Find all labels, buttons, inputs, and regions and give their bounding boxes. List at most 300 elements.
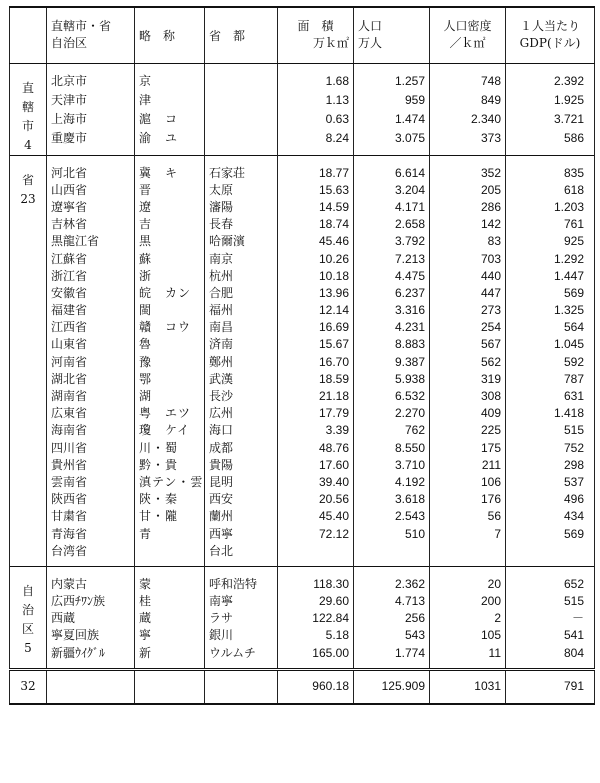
density-value: 567: [430, 336, 506, 353]
table-row: [10, 388, 595, 405]
region-name: 安徽省: [47, 285, 135, 302]
spacer-cell: [278, 63, 354, 73]
gdp-value: 1.203: [506, 199, 595, 216]
population-value: 8.550: [354, 440, 430, 457]
capital-city: 杭州: [205, 268, 278, 285]
population-value: 4.171: [354, 199, 430, 216]
population-value: 3.710: [354, 457, 430, 474]
area-value: 14.59: [278, 199, 354, 216]
density-value: 849: [430, 91, 506, 110]
population-value: 9.387: [354, 354, 430, 371]
table-row: [10, 182, 595, 199]
abbreviation: 渝 ユ: [135, 129, 205, 148]
capital-city: [205, 129, 278, 148]
spacer-cell: [135, 662, 205, 670]
header-area-line2: 万ｋ㎡: [312, 36, 349, 51]
abbreviation: 蔵: [135, 610, 205, 627]
spacer-cell: [205, 155, 278, 165]
density-value: 7: [430, 525, 506, 542]
population-value: 2.658: [354, 216, 430, 233]
density-value: 352: [430, 165, 506, 182]
population-value: 3.316: [354, 302, 430, 319]
region-name: 広東省: [47, 405, 135, 422]
table-row: [10, 627, 595, 644]
density-value: 2.340: [430, 110, 506, 129]
table-body: [10, 63, 595, 704]
table-row: [10, 371, 595, 388]
table-row: [10, 354, 595, 371]
population-value: 4.192: [354, 474, 430, 491]
density-value: 447: [430, 285, 506, 302]
region-name: 江蘇省: [47, 250, 135, 267]
abbreviation: 黒: [135, 233, 205, 250]
area-value: 10.26: [278, 250, 354, 267]
gdp-value: 3.721: [506, 110, 595, 129]
abbreviation: 滬 コ: [135, 110, 205, 129]
spacer-cell: [135, 63, 205, 73]
spacer-cell: [506, 566, 595, 576]
area-value: 1.68: [278, 73, 354, 92]
area-value: 18.59: [278, 371, 354, 388]
spacer-cell: [278, 148, 354, 155]
capital-city: [205, 91, 278, 110]
region-name: 重慶市: [47, 129, 135, 148]
capital-city: 海口: [205, 422, 278, 439]
capital-city: ウルムチ: [205, 645, 278, 662]
area-value: 13.96: [278, 285, 354, 302]
header-gdp: [506, 7, 595, 63]
population-value: 8.883: [354, 336, 430, 353]
region-name: 黒龍江省: [47, 233, 135, 250]
gdp-value: 496: [506, 491, 595, 508]
gdp-value: 835: [506, 165, 595, 182]
abbreviation: 魯: [135, 336, 205, 353]
spacer-cell: [47, 662, 135, 670]
table-row: [10, 216, 595, 233]
capital-city: 合肥: [205, 285, 278, 302]
group-label-char: 区: [21, 621, 34, 636]
table-row: [10, 302, 595, 319]
gdp-value: 541: [506, 627, 595, 644]
gdp-value: 515: [506, 422, 595, 439]
gdp-value: 2.392: [506, 73, 595, 92]
capital-city: 南昌: [205, 319, 278, 336]
region-name: 海南省: [47, 422, 135, 439]
total-row: [10, 669, 595, 704]
density-value: 176: [430, 491, 506, 508]
region-name: 青海省: [47, 525, 135, 542]
area-value: 20.56: [278, 491, 354, 508]
abbreviation: 吉: [135, 216, 205, 233]
capital-city: 長沙: [205, 388, 278, 405]
gdp-value: 592: [506, 354, 595, 371]
abbreviation: 蘇: [135, 250, 205, 267]
total-count: 32: [10, 669, 47, 704]
spacer-cell: [430, 662, 506, 670]
abbreviation: 陝・秦: [135, 491, 205, 508]
spacer-cell: [205, 566, 278, 576]
abbreviation: 滇テン・雲: [135, 474, 205, 491]
density-value: 703: [430, 250, 506, 267]
population-value: 5.938: [354, 371, 430, 388]
region-name: 貴州省: [47, 457, 135, 474]
region-name: 天津市: [47, 91, 135, 110]
abbreviation: 贛 コウ: [135, 319, 205, 336]
total-area: 960.18: [278, 669, 354, 704]
table-row: [10, 110, 595, 129]
header-group-cell: [10, 7, 47, 63]
table-row: [10, 268, 595, 285]
gdp-value: 1.925: [506, 91, 595, 110]
table-row: [10, 165, 595, 182]
section-spacer-row: [10, 155, 595, 165]
spacer-cell: [47, 155, 135, 165]
table-row: [10, 543, 595, 560]
table-row: [10, 576, 595, 593]
population-value: 6.237: [354, 285, 430, 302]
population-value: 6.614: [354, 165, 430, 182]
region-name: 陝西省: [47, 491, 135, 508]
abbreviation: 粤 エツ: [135, 405, 205, 422]
table-row: [10, 199, 595, 216]
area-value: 10.18: [278, 268, 354, 285]
population-value: 4.475: [354, 268, 430, 285]
spacer-cell: [430, 155, 506, 165]
abbreviation: 寧: [135, 627, 205, 644]
capital-city: 銀川: [205, 627, 278, 644]
group-label-char: 轄: [21, 99, 34, 114]
population-value: 3.075: [354, 129, 430, 148]
header-population: [354, 7, 430, 63]
table-row: [10, 474, 595, 491]
capital-city: [205, 73, 278, 92]
gdp-value: 652: [506, 576, 595, 593]
density-value: 205: [430, 182, 506, 199]
spacer-cell: [506, 63, 595, 73]
region-name: 寧夏回族: [47, 627, 135, 644]
capital-city: 蘭州: [205, 508, 278, 525]
header-gdp-line2: GDP(ドル): [519, 36, 581, 51]
area-value: 48.76: [278, 440, 354, 457]
area-value: 12.14: [278, 302, 354, 319]
abbreviation: 新: [135, 645, 205, 662]
gdp-value: 1.325: [506, 302, 595, 319]
group-label-cell: [10, 576, 47, 669]
spacer-cell: [205, 662, 278, 670]
header-region: [47, 7, 135, 63]
gdp-value: 564: [506, 319, 595, 336]
spacer-cell: [278, 566, 354, 576]
density-value: 440: [430, 268, 506, 285]
region-name: 福建省: [47, 302, 135, 319]
spacer-cell: [135, 155, 205, 165]
capital-city: 済南: [205, 336, 278, 353]
table-row: [10, 319, 595, 336]
gdp-value: [506, 543, 595, 560]
abbreviation: 桂: [135, 593, 205, 610]
spacer-cell: [10, 63, 47, 73]
capital-city: 武漢: [205, 371, 278, 388]
gdp-value: 569: [506, 285, 595, 302]
group-label-cell: [10, 73, 47, 156]
gdp-value: 752: [506, 440, 595, 457]
capital-city: 成都: [205, 440, 278, 457]
capital-city: 西寧: [205, 525, 278, 542]
abbreviation: [135, 543, 205, 560]
density-value: 2: [430, 610, 506, 627]
header-gdp-line1: １人当たり: [519, 19, 580, 34]
capital-city: 南京: [205, 250, 278, 267]
gdp-value: 631: [506, 388, 595, 405]
area-value: 16.69: [278, 319, 354, 336]
table-row: [10, 440, 595, 457]
spacer-cell: [10, 566, 47, 576]
table-row: [10, 593, 595, 610]
gdp-value: 925: [506, 233, 595, 250]
abbreviation: 黔・貴: [135, 457, 205, 474]
population-value: 6.532: [354, 388, 430, 405]
group-label-char: 直: [21, 80, 34, 95]
table-row: [10, 645, 595, 662]
capital-city: 西安: [205, 491, 278, 508]
gdp-value: 1.447: [506, 268, 595, 285]
capital-city: 太原: [205, 182, 278, 199]
density-value: 286: [430, 199, 506, 216]
capital-city: 昆明: [205, 474, 278, 491]
table-row: [10, 405, 595, 422]
region-name: 四川省: [47, 440, 135, 457]
abbreviation: 川・蜀: [135, 440, 205, 457]
gdp-value: 537: [506, 474, 595, 491]
gdp-value: 434: [506, 508, 595, 525]
header-region-line1: 直轄市・省: [51, 19, 112, 34]
density-value: 11: [430, 645, 506, 662]
table-row: [10, 525, 595, 542]
population-value: 510: [354, 525, 430, 542]
abbreviation: 遼: [135, 199, 205, 216]
region-name: 河南省: [47, 354, 135, 371]
group-label-char: 自: [21, 583, 34, 598]
area-value: 165.00: [278, 645, 354, 662]
area-value: 8.24: [278, 129, 354, 148]
population-value: 4.231: [354, 319, 430, 336]
population-value: 3.204: [354, 182, 430, 199]
area-value: 21.18: [278, 388, 354, 405]
area-value: 3.39: [278, 422, 354, 439]
header-population-line1: 人口: [358, 19, 383, 34]
population-value: 2.270: [354, 405, 430, 422]
population-value: 1.257: [354, 73, 430, 92]
spacer-cell: [354, 148, 430, 155]
population-value: 2.362: [354, 576, 430, 593]
density-value: 142: [430, 216, 506, 233]
spacer-cell: [205, 148, 278, 155]
region-name: 山東省: [47, 336, 135, 353]
header-density-line2: ／ｋ㎡: [449, 36, 486, 51]
gdp-value: 804: [506, 645, 595, 662]
region-name: 浙江省: [47, 268, 135, 285]
density-value: 225: [430, 422, 506, 439]
region-name: 甘粛省: [47, 508, 135, 525]
density-value: 748: [430, 73, 506, 92]
header-row: [10, 7, 595, 63]
total-blank: [135, 669, 205, 704]
group-count: 5: [24, 640, 32, 655]
gdp-value: 1.292: [506, 250, 595, 267]
population-value: 1.774: [354, 645, 430, 662]
abbreviation: 豫: [135, 354, 205, 371]
gdp-value: 569: [506, 525, 595, 542]
density-value: 83: [430, 233, 506, 250]
area-value: [278, 543, 354, 560]
spacer-cell: [47, 566, 135, 576]
region-name: 江西省: [47, 319, 135, 336]
section-spacer-row: [10, 63, 595, 73]
density-value: 20: [430, 576, 506, 593]
table-row: [10, 129, 595, 148]
spacer-cell: [205, 63, 278, 73]
population-value: 4.713: [354, 593, 430, 610]
total-blank: [205, 669, 278, 704]
total-gdp: 791: [506, 669, 595, 704]
spacer-cell: [354, 63, 430, 73]
gdp-value: 515: [506, 593, 595, 610]
capital-city: [205, 110, 278, 129]
gdp-value: －: [506, 610, 595, 627]
table-row: [10, 457, 595, 474]
area-value: 29.60: [278, 593, 354, 610]
abbreviation: 閩: [135, 302, 205, 319]
population-value: [354, 543, 430, 560]
capital-city: 呼和浩特: [205, 576, 278, 593]
header-capital: 省 都: [205, 7, 278, 63]
area-value: 18.77: [278, 165, 354, 182]
group-label-char: 省: [21, 172, 34, 187]
group-label-char: 治: [21, 602, 34, 617]
area-value: 1.13: [278, 91, 354, 110]
spacer-cell: [354, 662, 430, 670]
header-area-line1: 面 積: [297, 19, 334, 34]
total-density: 1031: [430, 669, 506, 704]
area-value: 17.79: [278, 405, 354, 422]
abbreviation: 冀 キ: [135, 165, 205, 182]
capital-city: 福州: [205, 302, 278, 319]
header-density: [430, 7, 506, 63]
capital-city: 広州: [205, 405, 278, 422]
abbreviation: 京: [135, 73, 205, 92]
abbreviation: 蒙: [135, 576, 205, 593]
header-abbr: 略 称: [135, 7, 205, 63]
region-name: 雲南省: [47, 474, 135, 491]
population-value: 3.792: [354, 233, 430, 250]
header-region-line2: 自治区: [51, 36, 88, 51]
density-value: 308: [430, 388, 506, 405]
spacer-cell: [278, 155, 354, 165]
total-population: 125.909: [354, 669, 430, 704]
group-count: 23: [20, 191, 36, 206]
capital-city: ラサ: [205, 610, 278, 627]
table-row: [10, 610, 595, 627]
gdp-value: 298: [506, 457, 595, 474]
population-value: 2.543: [354, 508, 430, 525]
population-value: 762: [354, 422, 430, 439]
area-value: 16.70: [278, 354, 354, 371]
region-name: 湖南省: [47, 388, 135, 405]
spacer-cell: [354, 566, 430, 576]
china-regions-table: [9, 6, 595, 705]
province-table-sheet: [9, 6, 594, 778]
area-value: 122.84: [278, 610, 354, 627]
abbreviation: 青: [135, 525, 205, 542]
abbreviation: 鄂: [135, 371, 205, 388]
table-row: [10, 491, 595, 508]
gdp-value: 618: [506, 182, 595, 199]
table-row: [10, 508, 595, 525]
density-value: [430, 543, 506, 560]
density-value: 319: [430, 371, 506, 388]
population-value: 256: [354, 610, 430, 627]
region-name: 内蒙古: [47, 576, 135, 593]
abbreviation: 湖: [135, 388, 205, 405]
table-row: [10, 285, 595, 302]
region-name: 山西省: [47, 182, 135, 199]
spacer-cell: [47, 63, 135, 73]
table-row: [10, 336, 595, 353]
area-value: 15.63: [278, 182, 354, 199]
section-end-row: [10, 148, 595, 155]
gdp-value: 586: [506, 129, 595, 148]
spacer-cell: [430, 566, 506, 576]
group-label-char: 市: [21, 118, 34, 133]
capital-city: 貴陽: [205, 457, 278, 474]
population-value: 543: [354, 627, 430, 644]
density-value: 211: [430, 457, 506, 474]
region-name: 吉林省: [47, 216, 135, 233]
area-value: 0.63: [278, 110, 354, 129]
density-value: 562: [430, 354, 506, 371]
header-area: [278, 7, 354, 63]
abbreviation: 晋: [135, 182, 205, 199]
region-name: 上海市: [47, 110, 135, 129]
gdp-value: 1.418: [506, 405, 595, 422]
capital-city: 鄭州: [205, 354, 278, 371]
header-population-line2: 万人: [358, 36, 383, 51]
density-value: 409: [430, 405, 506, 422]
region-name: 北京市: [47, 73, 135, 92]
region-name: 湖北省: [47, 371, 135, 388]
group-label-cell: [10, 165, 47, 567]
density-value: 273: [430, 302, 506, 319]
abbreviation: 津: [135, 91, 205, 110]
region-name: 遼寧省: [47, 199, 135, 216]
area-value: 18.74: [278, 216, 354, 233]
abbreviation: 甘・隴: [135, 508, 205, 525]
gdp-value: 761: [506, 216, 595, 233]
section-end-row: [10, 662, 595, 670]
population-value: 1.474: [354, 110, 430, 129]
section-spacer-row: [10, 566, 595, 576]
area-value: 17.60: [278, 457, 354, 474]
area-value: 45.40: [278, 508, 354, 525]
abbreviation: 瓊 ケイ: [135, 422, 205, 439]
population-value: 959: [354, 91, 430, 110]
spacer-cell: [430, 63, 506, 73]
abbreviation: 浙: [135, 268, 205, 285]
area-value: 118.30: [278, 576, 354, 593]
capital-city: 瀋陽: [205, 199, 278, 216]
density-value: 56: [430, 508, 506, 525]
spacer-cell: [135, 148, 205, 155]
